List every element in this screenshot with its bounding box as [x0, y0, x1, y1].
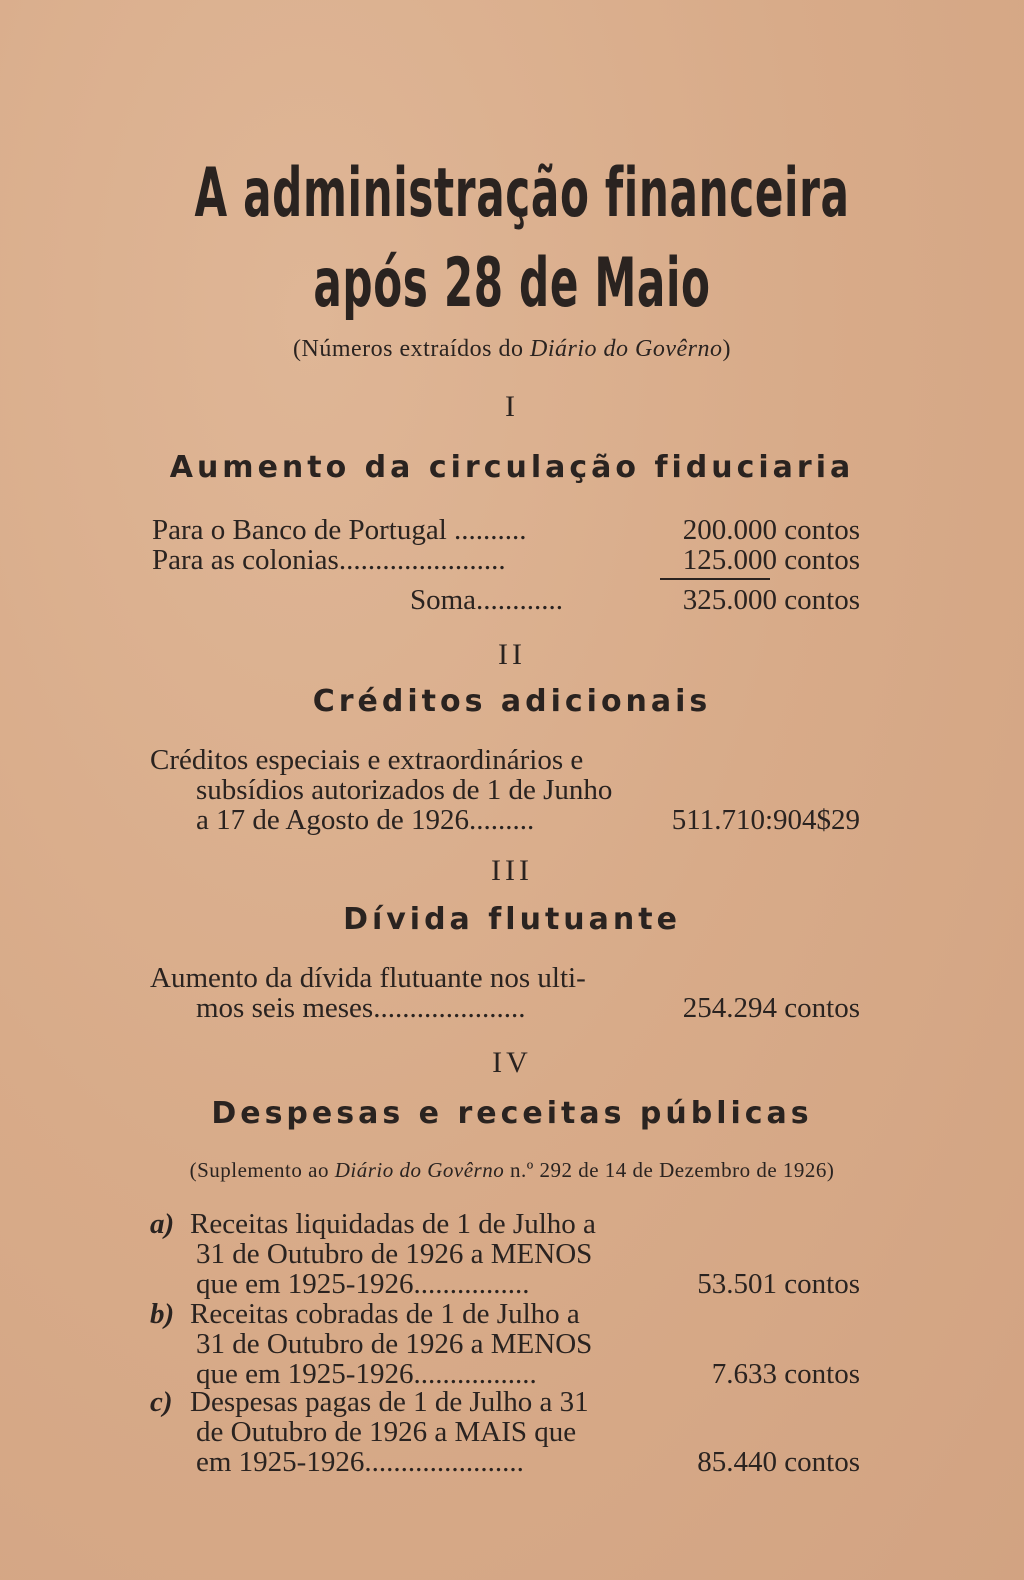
section-1-numeral: I [505, 390, 519, 423]
subtitle-suffix: ) [722, 336, 731, 362]
supplement-source: Diário do Govêrno [334, 1158, 505, 1182]
item-c-letter: c) [150, 1386, 173, 1418]
section-4-supplement-note [0, 1158, 1024, 1183]
section-3-numeral: III [491, 854, 533, 887]
section-1-row-2-value: 125.000 contos [682, 544, 860, 576]
section-3-value: 254.294 contos [682, 992, 860, 1024]
item-b-value: 7.633 contos [711, 1358, 860, 1390]
section-2-value: 511.710:904$29 [671, 804, 860, 836]
section-2-heading: Créditos adicionais [312, 684, 712, 719]
supplement-prefix: (Suplemento ao [189, 1158, 335, 1182]
section-2-line-3: a 17 de Agosto de 1926......... [196, 804, 535, 836]
section-1-sum-label: Soma............ [410, 584, 564, 616]
subtitle-source: Diário do Govêrno [529, 336, 723, 362]
item-a-line-2: 31 de Outubro de 1926 a MENOS [196, 1238, 593, 1270]
item-c-value: 85.440 contos [697, 1446, 860, 1478]
section-1-sum-value: 325.000 contos [682, 584, 860, 616]
item-a-line-3: que em 1925-1926................ [196, 1268, 530, 1300]
document-title-line2: após 28 de Maio [313, 244, 711, 323]
section-2-numeral: II [498, 638, 526, 671]
section-3-line-1: Aumento da dívida flutuante nos ulti- [150, 962, 586, 994]
item-c-line-1: Despesas pagas de 1 de Julho a 31 [190, 1386, 589, 1418]
item-b-line-3: que em 1925-1926................. [196, 1358, 537, 1390]
section-4-numeral: IV [492, 1046, 532, 1079]
section-2-line-1: Créditos especiais e extraordinários e [150, 744, 584, 776]
section-4-heading: Despesas e receitas públicas [211, 1096, 813, 1131]
section-1-row-1-label: Para o Banco de Portugal .......... [152, 514, 527, 546]
item-b-line-1: Receitas cobradas de 1 de Julho a [190, 1298, 580, 1330]
section-2-line-2: subsídios autorizados de 1 de Junho [196, 774, 613, 806]
section-1-heading: Aumento da circulação fiduciaria [169, 450, 855, 485]
section-1-row-1-value: 200.000 contos [682, 514, 860, 546]
section-3-line-2: mos seis meses..................... [196, 992, 526, 1024]
sum-rule [660, 578, 770, 580]
item-a-line-1: Receitas liquidadas de 1 de Julho a [190, 1208, 596, 1240]
item-c-line-2: de Outubro de 1926 a MAIS que [196, 1416, 577, 1448]
item-b-line-2: 31 de Outubro de 1926 a MENOS [196, 1328, 593, 1360]
item-a-value: 53.501 contos [697, 1268, 860, 1300]
subtitle-prefix: (Números extraídos do [293, 336, 530, 362]
item-a-letter: a) [150, 1208, 175, 1240]
section-3-heading: Dívida flutuante [343, 902, 681, 937]
item-c-line-3: em 1925-1926...................... [196, 1446, 524, 1478]
document-subtitle [0, 336, 1024, 363]
section-1-row-2-label: Para as colonias....................... [152, 544, 506, 576]
item-b-letter: b) [150, 1298, 175, 1330]
document-title-line1: A administração financeira [194, 154, 850, 233]
supplement-suffix: n.º 292 de 14 de Dezembro de 1926) [504, 1158, 835, 1182]
